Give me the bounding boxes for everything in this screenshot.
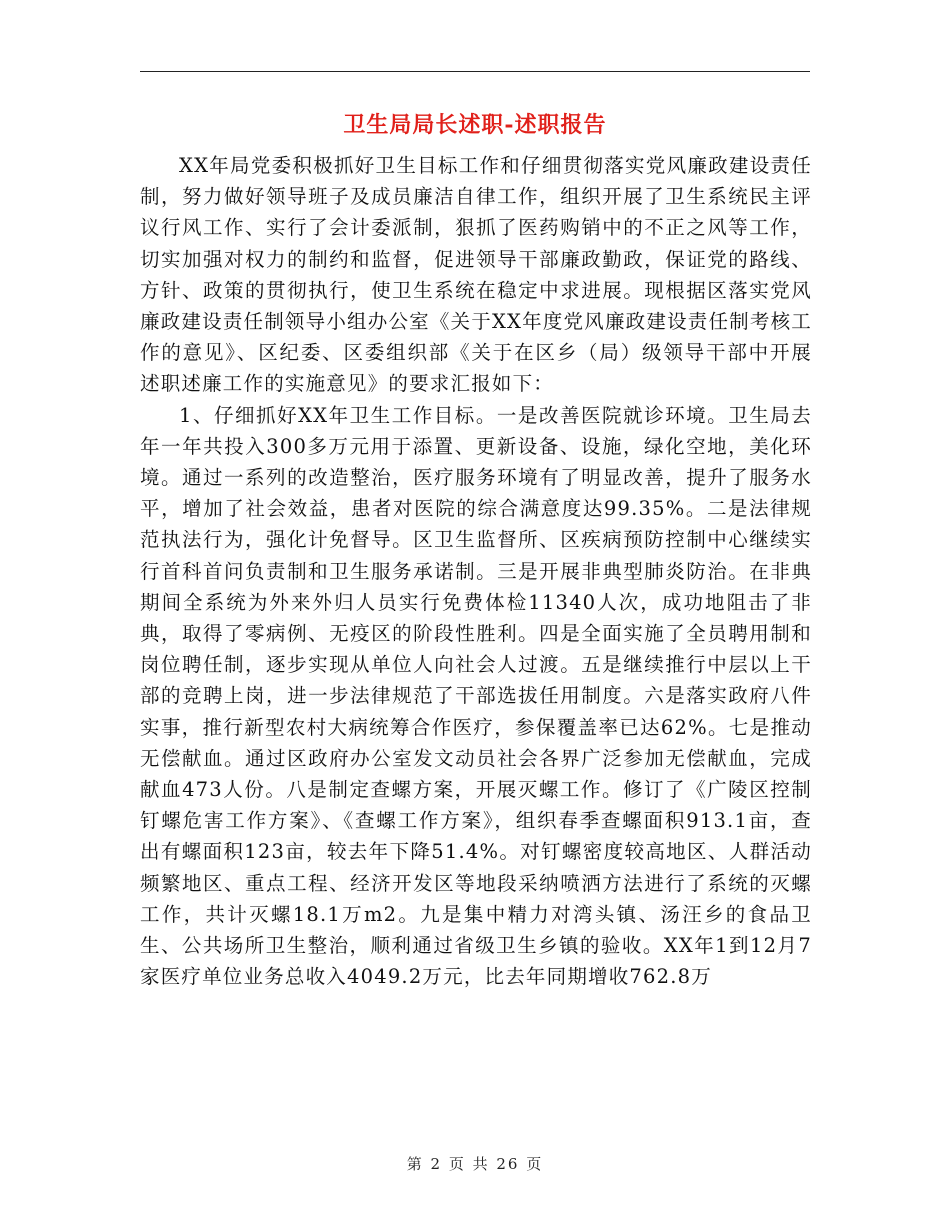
document-body (140, 150, 812, 992)
paragraph-section-1: 1、仔细抓好XX年卫生工作目标。一是改善医院就诊环境。卫生局去年一年共投入300多万元用于添置、更新设备、设施，绿化空地，美化环境。通过一系列的改造整治，医疗服务环境有了明显改善，提升了服务水平，增加了社会效益，患者对医院的综合满意度达99.35%。二是法律规范执法行为，强化计免督导。区卫生监督所、区疾病预防控制中心继续实行首科首问负责制和卫生服务承诺制。三是开展非典型肺炎防治。在非典期间全系统为外来外归人员实行免费体检11340人次，成功地阻击了非典，取得了零病例、无疫区的阶段性胜利。四是全面实施了全员聘用制和岗位聘任制，逐步实现从单位人向社会人过渡。五是继续推行中层以上干部的竞聘上岗，进一步法律规范了干部选拔任用制度。六是落实政府八件实事，推行新型农村大病统筹合作医疗，参保覆盖率已达62%。七是推动无偿献血。通过区政府办公室发文动员社会各界广泛参加无偿献血，完成献血473人份。八是制定查螺方案，开展灭螺工作。修订了《广陵区控制钉螺危害工作方案》、《查螺工作方案》，组织春季查螺面积913.1亩，查出有螺面积123亩，较去年下降51.4%。对钉螺密度较高地区、人群活动频繁地区、重点工程、经济开发区等地段采纳喷洒方法进行了系统的灭螺工作，共计灭螺18.1万m2。九是集中精力对湾头镇、汤汪乡的食品卫生、公共场所卫生整治，顺利通过省级卫生乡镇的验收。XX年1到12月7家医疗单位业务总收入4049.2万元，比去年同期增收762.8万 (140, 403, 812, 989)
header-rule (140, 71, 810, 72)
page-number-footer: 第 2 页 共 26 页 (406, 1155, 544, 1173)
document-title: 卫生局局长述职-述职报告 (343, 112, 607, 138)
paragraph-intro: XX年局党委积极抓好卫生目标工作和仔细贯彻落实党风廉政建设责任制，努力做好领导班子及成员廉洁自律工作，组织开展了卫生系统民主评议行风工作、实行了会计委派制，狠抓了医药购销中的不正之风等工作，切实加强对权力的制约和监督，促进领导干部廉政勤政，保证党的路线、方针、政策的贯彻执行，使卫生系统在稳定中求进展。现根据区落实党风廉政建设责任制领导小组办公室《关于XX年度党风廉政建设责任制考核工作的意见》、区纪委、区委组织部《关于在区乡（局）级领导干部中开展述职述廉工作的实施意见》的要求汇报如下： (140, 154, 812, 396)
